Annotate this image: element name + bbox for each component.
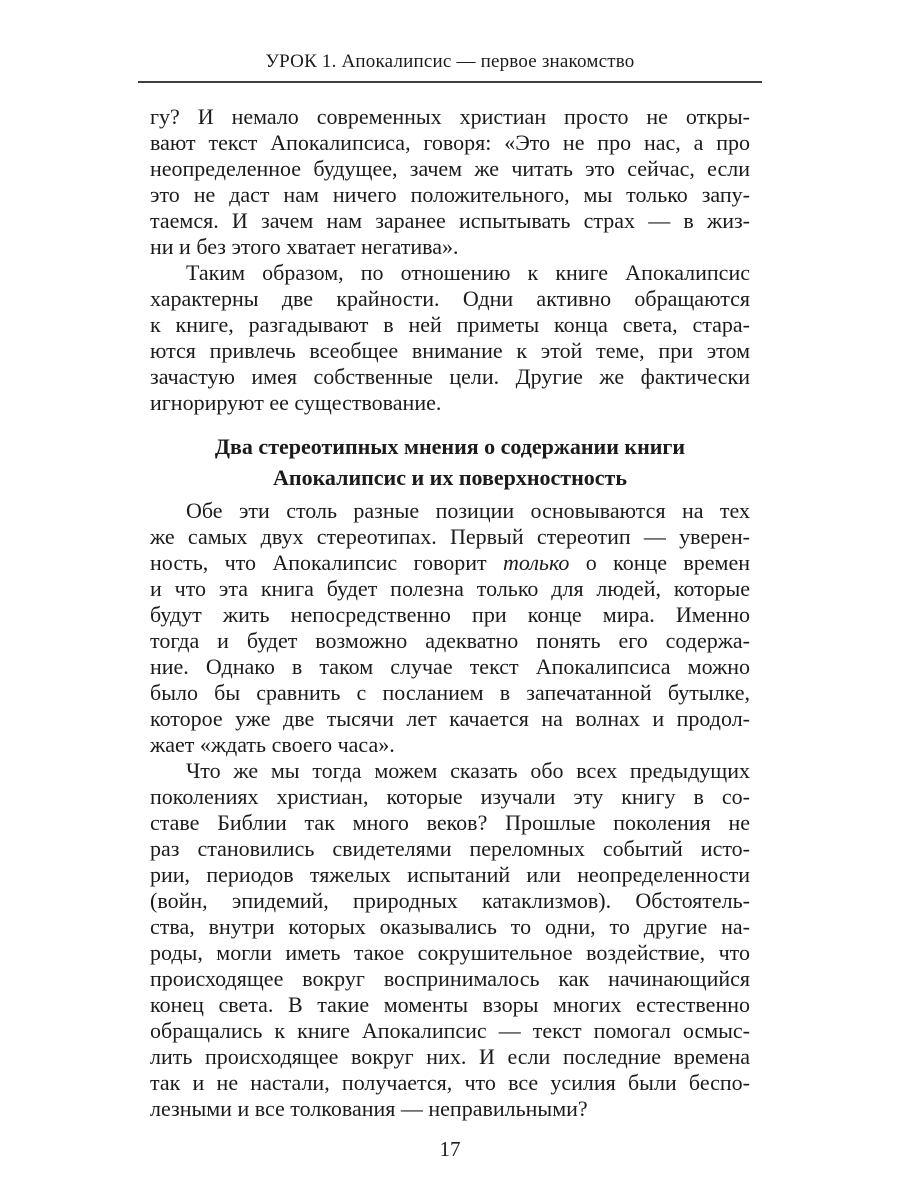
text-line: характерны две крайности. Одни активно обращаются: [150, 286, 750, 311]
text-line: конец света. В такие моменты взоры многих естественно: [150, 992, 750, 1017]
text-line: же самых двух стереотипах. Первый стереотип — уверен-: [150, 524, 750, 549]
text-line: ставе Библии так много веков? Прошлые поколения не: [150, 810, 750, 835]
running-header: УРОК 1. Апокалипсис — первое знакомство: [265, 51, 635, 72]
paragraph: [150, 260, 750, 416]
text-line: Обе эти столь разные позиции основываются на тех: [186, 498, 750, 523]
text-line: ность, что Апокалипсис говорит только о конце времен: [150, 550, 750, 575]
text-line: так и не настали, получается, что все усилия были беспо-: [150, 1070, 750, 1095]
text-line: происходящее вокруг воспринималось как начинающийся: [150, 966, 750, 991]
text-line: жает «ждать своего часа».: [150, 732, 395, 757]
text-line: (войн, эпидемий, природных катаклизмов). Обстоятель-: [150, 888, 750, 913]
text-line: вают текст Апокалипсиса, говоря: «Это не про нас, а про: [150, 130, 750, 155]
text-line: было бы сравнить с посланием в запечатанной бутылке,: [150, 680, 750, 705]
text-line: ни и без этого хватает негатива».: [150, 234, 459, 259]
text-line: Таким образом, по отношению к книге Апокалипсис: [186, 260, 750, 285]
text-line: к книге, разгадывают в ней приметы конца света, стара-: [150, 312, 750, 337]
page-header: [150, 50, 750, 83]
section-heading: [150, 431, 750, 493]
text-line: обращались к книге Апокалипсис — текст помогал осмыс-: [150, 1018, 750, 1043]
text-line: которое уже две тысячи лет качается на волнах и продол-: [150, 706, 750, 731]
text-line: ства, внутри которых оказывались то одни, то другие на-: [150, 914, 750, 939]
text-line: игнорируют ее существование.: [150, 390, 442, 415]
text-line: рии, периодов тяжелых испытаний или неопределенности: [150, 862, 750, 887]
text-line: тогда и будет возможно адекватно понять его содержа-: [150, 628, 750, 653]
text-line: и что эта книга будет полезна только для людей, которые: [150, 576, 750, 601]
header-rule: [138, 81, 762, 83]
text-line: это не даст нам ничего положительного, мы только запу-: [150, 182, 750, 207]
text-line: зачастую имея собственные цели. Другие же фактически: [150, 364, 750, 389]
page-footer: [150, 1137, 750, 1162]
text-line: лезными и все толкования — неправильными?: [150, 1096, 588, 1121]
text-line: поколениях христиан, которые изучали эту книгу в со-: [150, 784, 750, 809]
text-line: ются привлечь всеобщее внимание к этой теме, при этом: [150, 338, 750, 363]
text-line: неопределенное будущее, зачем же читать это сейчас, если: [150, 156, 750, 181]
paragraph: [150, 758, 750, 1122]
text-line: Апокалипсис и их поверхностность: [273, 465, 627, 490]
text-line: Что же мы тогда можем сказать обо всех предыдущих: [186, 758, 750, 783]
text-line: гу? И немало современных христиан просто не откры-: [150, 104, 750, 129]
text-line: ние. Однако в таком случае текст Апокалипсиса можно: [150, 654, 750, 679]
text-line: будут жить непосредственно при конце мира. Именно: [150, 602, 750, 627]
text-line: Два стереотипных мнения о содержании книги: [214, 434, 686, 459]
paragraph: [150, 104, 750, 260]
text-line: таемся. И зачем нам заранее испытывать страх — в жиз-: [150, 208, 750, 233]
body-text: [150, 104, 750, 1122]
text-line: лить происходящее вокруг них. И если последние времена: [150, 1044, 750, 1069]
text-line: роды, могли иметь такое сокрушительное воздействие, что: [150, 940, 750, 965]
page-number: 17: [439, 1137, 461, 1161]
text-line: раз становились свидетелями переломных событий исто-: [150, 836, 750, 861]
paragraph: [150, 498, 750, 758]
